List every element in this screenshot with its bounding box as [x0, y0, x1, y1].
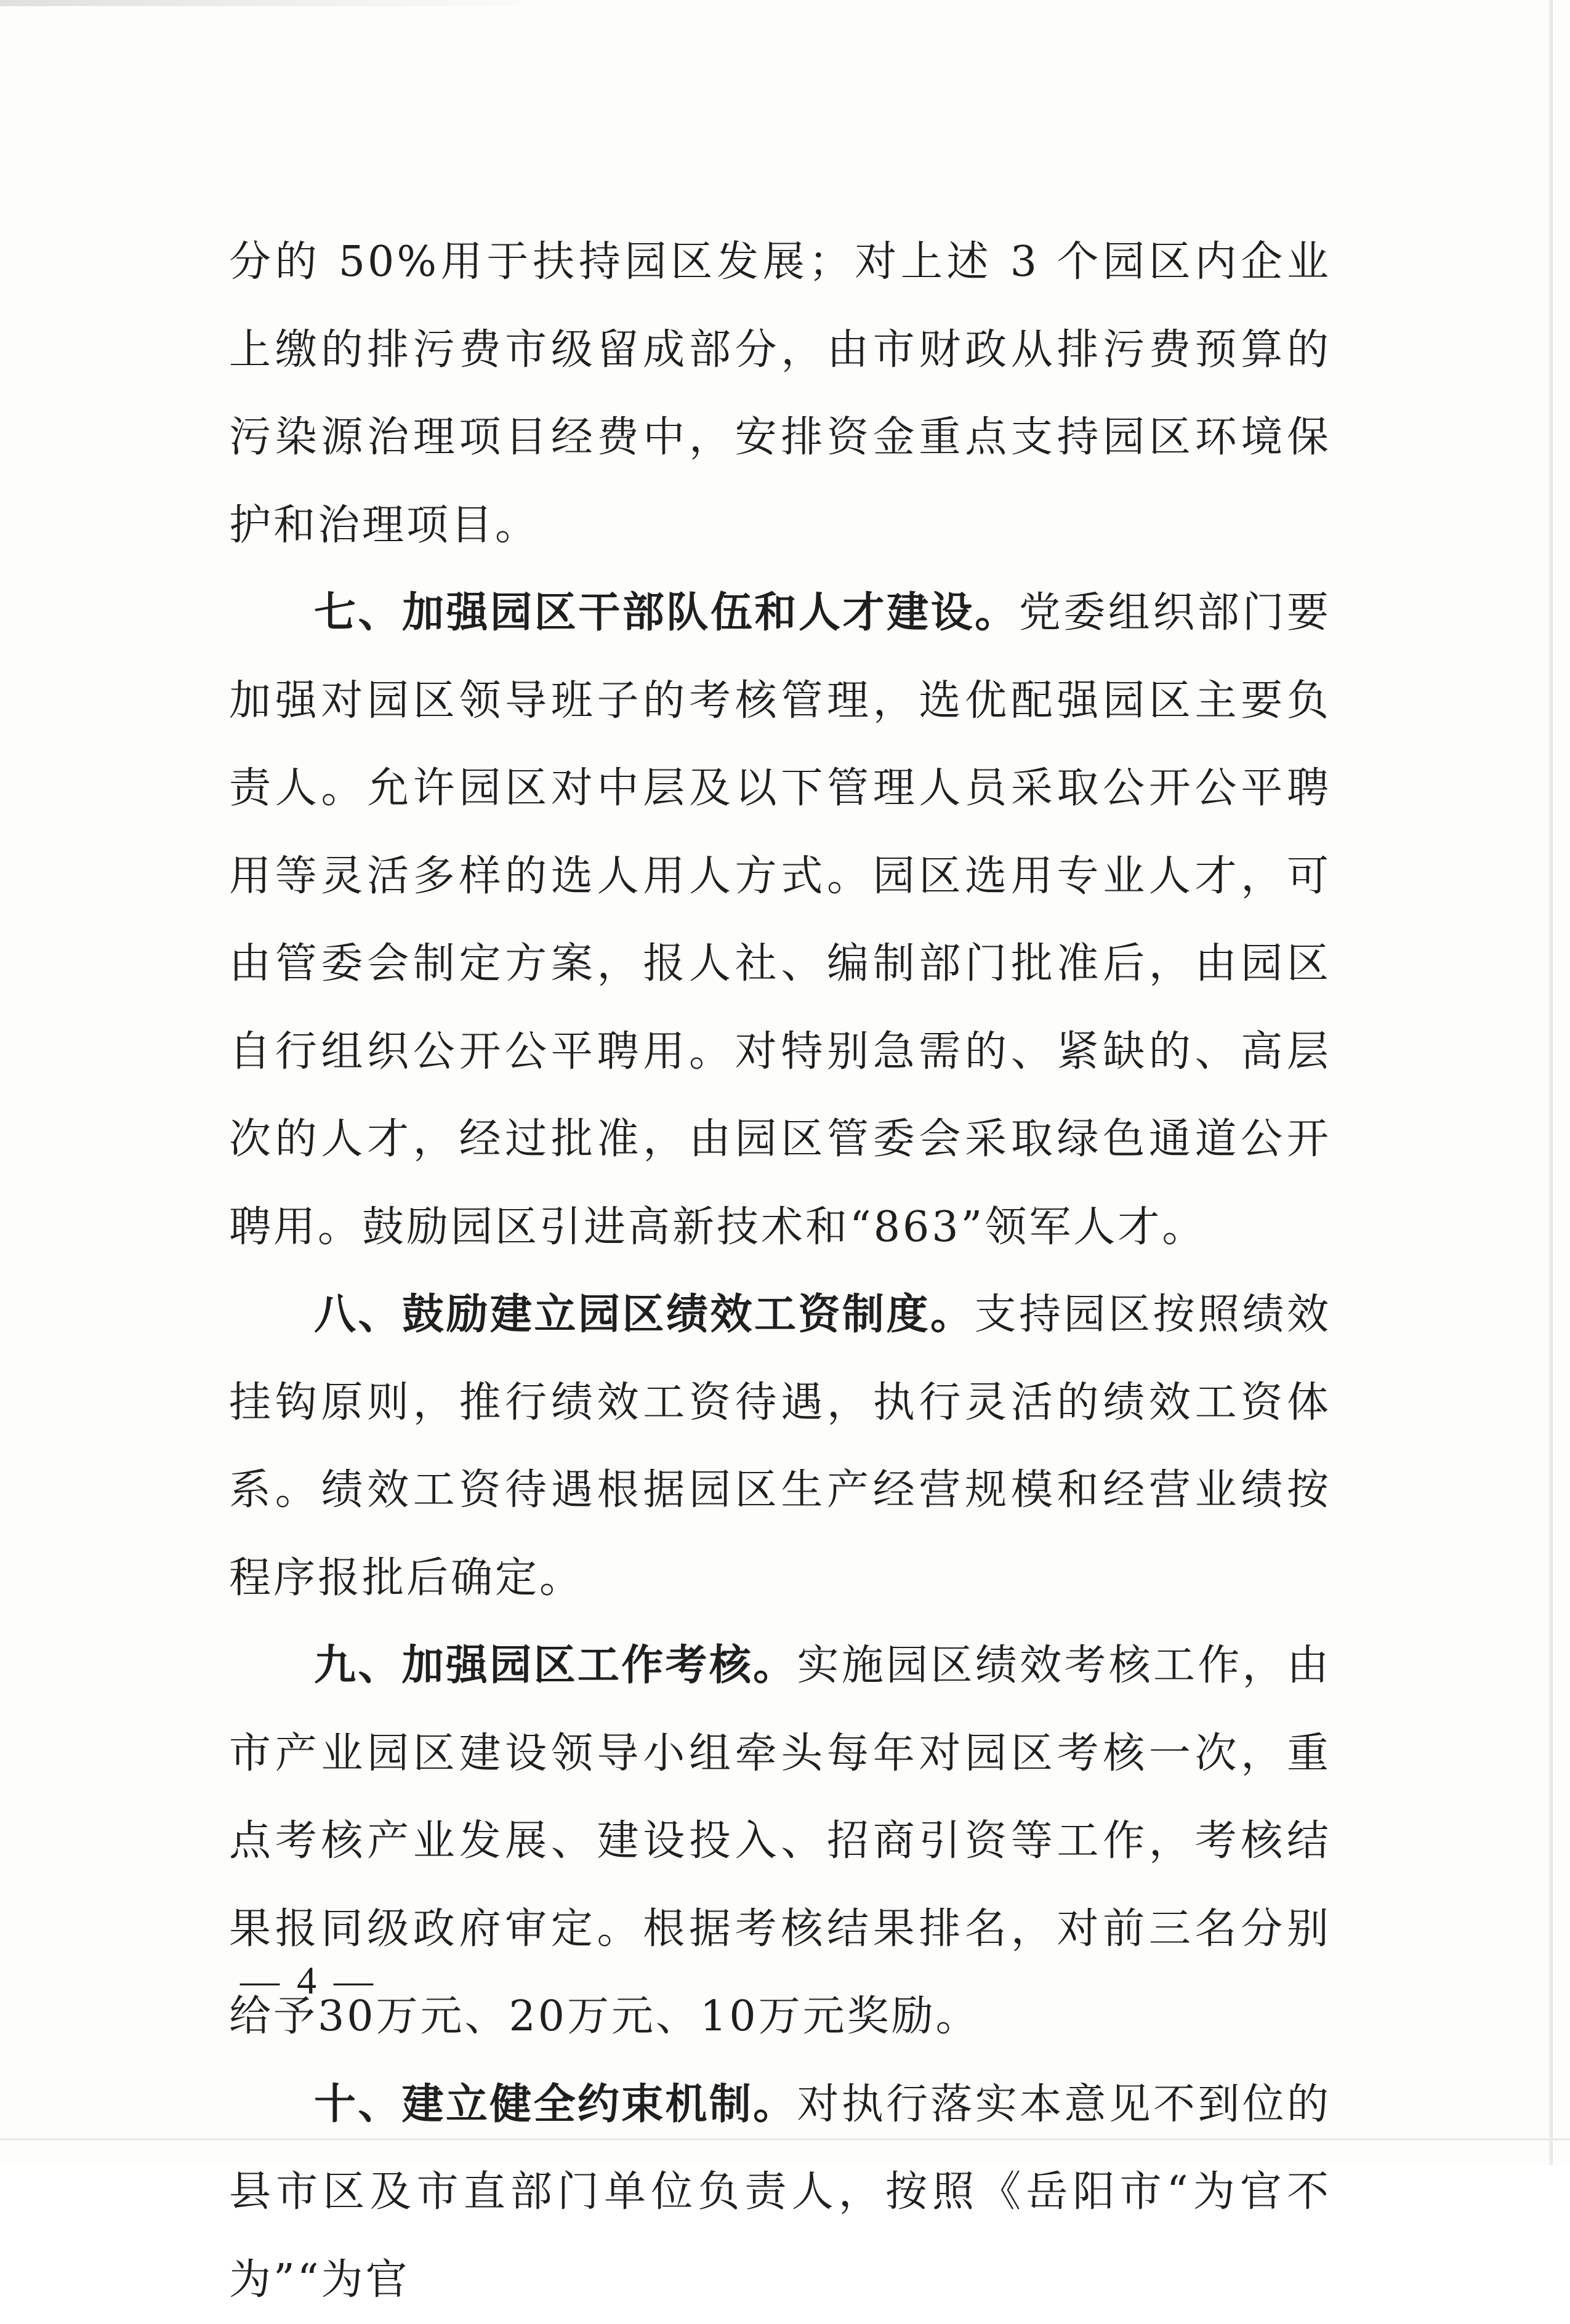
scan-shadow-top [0, 0, 554, 6]
paragraph-section-7 [229, 569, 1331, 1271]
scan-shadow-right [1549, 0, 1553, 2165]
section-heading: 九、加强园区工作考核。 [314, 1641, 797, 1690]
paragraph-text: 实施园区绩效考核工作，由市产业园区建设领导小组牵头每年对园区考核一次，重点考核产业发展、建设投入、招商引资等工作，考核结果报同级政府审定。根据考核结果排名，对前三名分别给予30万元、20万元、10万元奖励。 [229, 1641, 1331, 2041]
paragraph-text: 支持园区按照绩效挂钩原则，推行绩效工资待遇，执行灵活的绩效工资体系。绩效工资待遇根据园区生产经营规模和经营业绩按程序报批后确定。 [229, 1290, 1331, 1602]
section-heading: 十、建立健全约束机制。 [314, 2080, 797, 2129]
paragraph-text: 党委组织部门要加强对园区领导班子的考核管理，选优配强园区主要负责人。允许园区对中层及以下管理人员采取公开公平聘用等灵活多样的选人用人方式。园区选用专业人才，可由管委会制定方案，报人社、编制部门批准后，由园区自行组织公开公平聘用。对特别急需的、紧缺的、高层次的人才，经过批准，由园区管委会采取绿色通道公开聘用。鼓励园区引进高新技术和“863”领军人才。 [229, 589, 1331, 1252]
document-body [229, 219, 1331, 2324]
page-number: — 4 — [240, 1958, 377, 2003]
paragraph-text: 对执行落实本意见不到位的县市区及市直部门单位负责人，按照《岳阳市“为官不为”“为官 [229, 2080, 1331, 2304]
paragraph-continuation [229, 219, 1331, 569]
section-heading: 八、鼓励建立园区绩效工资制度。 [314, 1290, 974, 1339]
section-heading: 七、加强园区干部队伍和人才建设。 [314, 589, 1019, 637]
paragraph-section-9 [229, 1622, 1331, 2061]
paragraph-section-8 [229, 1271, 1331, 1622]
paragraph-text: 分的 50%用于扶持园区发展；对上述 3 个园区内企业上缴的排污费市级留成部分，由市财政从排污费预算的污染源治理项目经费中，安排资金重点支持园区环境保护和治理项目。 [229, 238, 1331, 550]
paragraph-section-10 [229, 2061, 1331, 2324]
